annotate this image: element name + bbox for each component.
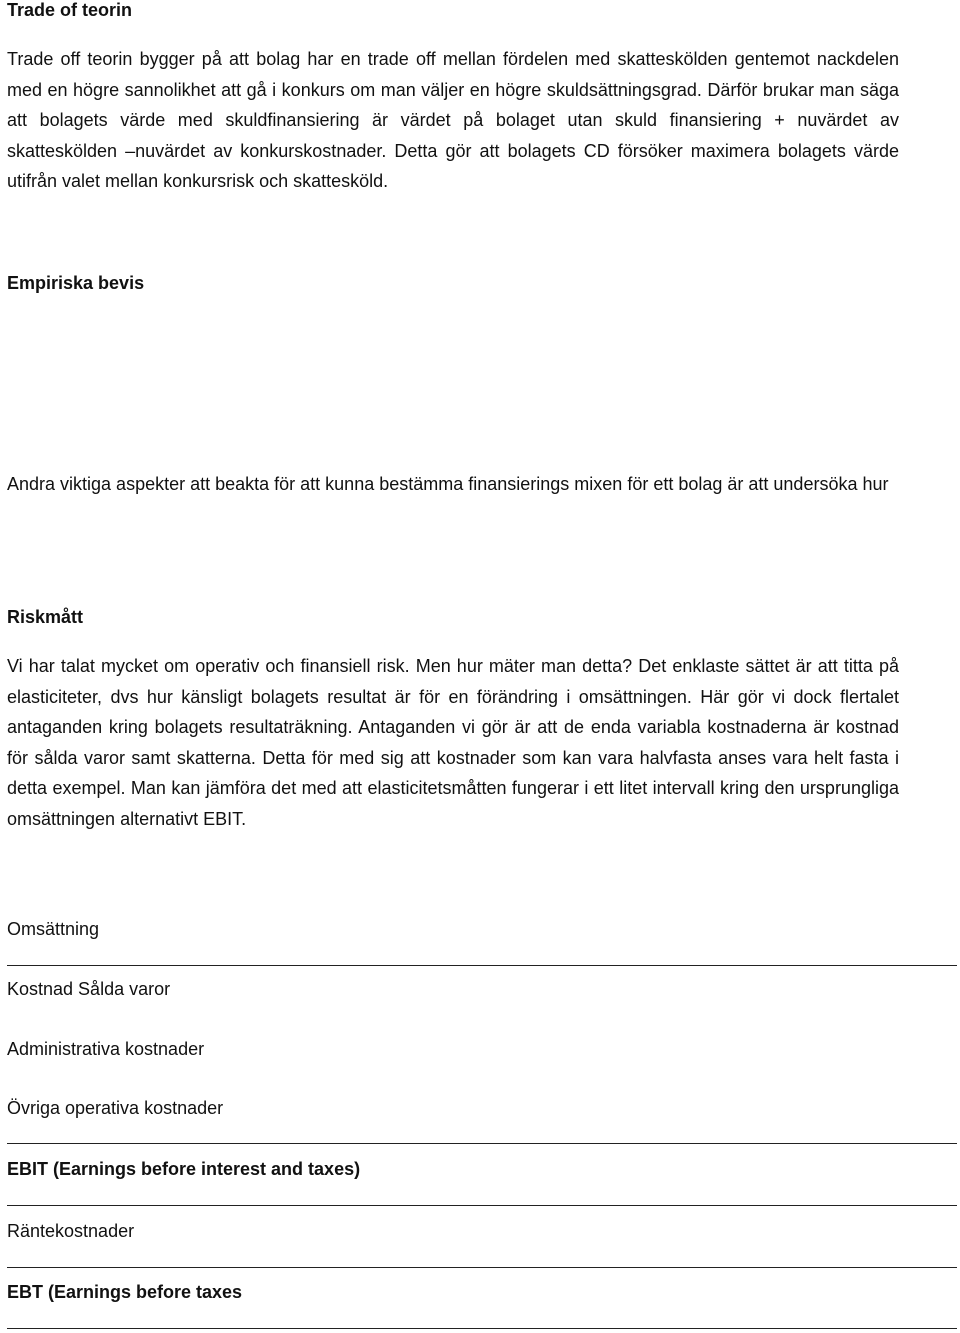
divider-line bbox=[7, 1143, 957, 1144]
section-heading-empirical: Empiriska bevis bbox=[7, 273, 145, 293]
paragraph-tradeoff: Trade off teorin bygger på att bolag har en trade off mellan fördelen med skatteskölden gentemot nackdelen med en högre sannolikhet att gå i konkurs om man väljer en högre skuldsättningsgrad. Därför brukar man säga att bolagets värde med skuldfinansiering är värdet på bolaget utan skuld finansiering + nuvärdet av skatteskölden –nuvärdet av konkurskostnader. Detta gör att bolagets CD försöker maximera bolagets värde utifrån valet mellan konkursrisk och skattesköld. bbox=[7, 49, 899, 191]
section-heading-risk: Riskmått bbox=[7, 607, 84, 627]
income-row-other-opex: Övriga operativa kostnader bbox=[7, 1098, 224, 1118]
section-heading-tradeoff: Trade of teorin bbox=[7, 0, 133, 20]
divider-line bbox=[7, 965, 957, 966]
income-row-cogs: Kostnad Sålda varor bbox=[7, 979, 171, 999]
paragraph-risk: Vi har talat mycket om operativ och finansiell risk. Men hur mäter man detta? Det enklaste sättet är att titta på elasticiteter, dvs hur känsligt bolagets resultat är för en förändring i omsättningen. Här gör vi dock flertalet antaganden kring bolagets resultaträkning. Antaganden vi gör är att de enda variabla kostnaderna är kostnad för sålda varor samt skatterna. Detta för med sig att kostnader som kan vara halvfasta anses vara helt fasta i detta exempel. Man kan jämföra det med att elasticitetsmåtten fungerar i ett litet intervall kring den ursprungliga omsättningen alternativt EBIT. bbox=[7, 656, 899, 829]
income-row-interest: Räntekostnader bbox=[7, 1221, 135, 1241]
income-row-ebt: EBT (Earnings before taxes bbox=[7, 1282, 243, 1302]
divider-line bbox=[7, 1328, 957, 1329]
income-row-admin-costs: Administrativa kostnader bbox=[7, 1039, 205, 1059]
divider-line bbox=[7, 1267, 957, 1268]
paragraph-empirical: Andra viktiga aspekter att beakta för att kunna bestämma finansierings mixen för ett bolag är att undersöka hur bbox=[7, 474, 889, 494]
divider-line bbox=[7, 1205, 957, 1206]
income-row-revenue: Omsättning bbox=[7, 919, 100, 939]
income-row-ebit: EBIT (Earnings before interest and taxes) bbox=[7, 1159, 361, 1179]
